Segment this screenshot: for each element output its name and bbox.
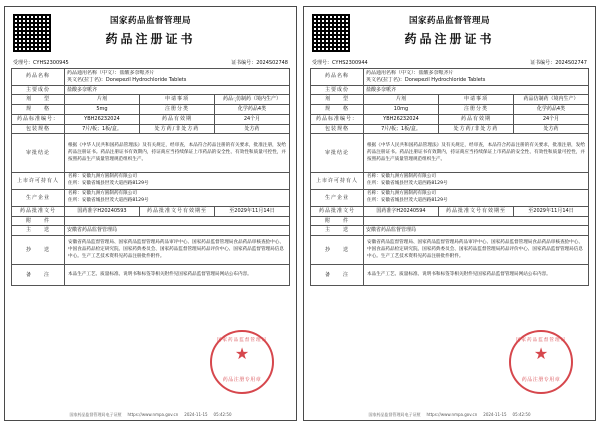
certificate-number: 证书编号：2024S02747 xyxy=(530,60,587,66)
footer-date: 2024-11-15 xyxy=(483,412,507,417)
table-row-drug-name xyxy=(12,69,290,86)
label-registration-class: 注册分类 xyxy=(140,105,215,115)
label-mah: 上市许可持有人 xyxy=(311,173,364,190)
certificate-card-2 xyxy=(303,6,596,421)
seal-arc-text: 国家药品监督管理局 xyxy=(515,338,567,343)
value-specification: 5mg xyxy=(65,105,140,115)
label-shelf-life: 药品有效期 xyxy=(140,114,215,124)
label-shelf-life: 药品有效期 xyxy=(439,114,514,124)
label-prescription-type: 处方药/非处方药 xyxy=(140,124,215,134)
acceptance-number: 受理号：CYHS2300945 xyxy=(13,60,69,66)
table-row-remark xyxy=(12,265,290,286)
certificate-footer xyxy=(310,409,589,418)
certificate-table xyxy=(310,68,589,286)
label-prescription-type: 处方药/非处方药 xyxy=(439,124,514,134)
value-manufacturer: 名称：安徽九洲方圆制药有限公司 住所：安徽省城县世茂大道西路8129号 xyxy=(364,190,589,207)
acceptance-number: 受理号：CYHS2300944 xyxy=(312,60,368,66)
document-title: 药品注册证书 xyxy=(404,32,495,46)
value-package: 7片/板；1板/盒。 xyxy=(364,124,439,134)
label-manufacturer: 生产企业 xyxy=(311,190,364,207)
document-title: 药品注册证书 xyxy=(105,32,196,46)
footer-code: 05:42:50 xyxy=(213,412,232,417)
footer-url[interactable]: https://www.nmpa.gov.cn xyxy=(127,412,179,417)
issuing-organization: 国家药品监督管理局 xyxy=(109,16,191,26)
value-approval-validity: 至2029年11月14日 xyxy=(215,206,290,216)
value-application-item: 药品ុ仿制药（境内生产） xyxy=(215,95,290,105)
value-cc: 安徽省药品监督管理局、国家药品监督管理局药品审评中心、国家药品监督管理局食品药品审核查验中心、中国食品药品检定研究院、国家药典委员会、国家药品监督管理局药品评价中心、国家药品监督管理局信息中心。生产工艺技术资料见药品注册批件附件。 xyxy=(364,236,589,265)
label-active-ingredient: 主要成份 xyxy=(311,85,364,95)
table-row-active-ingredient xyxy=(12,85,290,95)
value-drug-name: 药品通用名称（中文）：盐酸多奈哌齐片 英文名(拉丁名)：Donepezil Hydrochloride Tablets xyxy=(364,69,589,86)
value-dosage-form: 片剂 xyxy=(65,95,140,105)
label-specification: 规 格 xyxy=(311,105,364,115)
certificate-meta xyxy=(312,59,587,66)
label-approval-number: 药品批准文号 xyxy=(311,206,364,216)
label-remark: 备 注 xyxy=(311,265,364,286)
value-remark: 本品生产工艺、质量标准、说明书和标签等相关附件见国家药品监督管理局网站公布内容。 xyxy=(364,265,589,286)
label-dosage-form: 剂 型 xyxy=(12,95,65,105)
table-row-attachment xyxy=(12,216,290,226)
table-row-cc xyxy=(12,236,290,265)
footer-label: 国家药品监督管理局电子证照 xyxy=(368,412,421,417)
value-application-item: 药品仿制药（境内生产） xyxy=(514,95,589,105)
label-review-conclusion: 审批结论 xyxy=(12,134,65,173)
certificate-number: 证书编号：2024S02748 xyxy=(231,60,288,66)
value-package: 7片/板；1板/盒。 xyxy=(65,124,140,134)
label-send-to: 主 送 xyxy=(311,226,364,236)
footer-label: 国家药品监督管理局电子证照 xyxy=(69,412,122,417)
label-package: 包装规格 xyxy=(311,124,364,134)
value-attachment xyxy=(65,216,290,226)
certificate-card-1 xyxy=(4,6,297,421)
seal-star-icon: ★ xyxy=(533,344,549,363)
table-row-mah xyxy=(311,173,589,190)
label-dosage-form: 剂 型 xyxy=(311,95,364,105)
value-remark: 本品生产工艺、质量标准、说明书和标签等相关附件见国家药品监督管理局网站公布内容。 xyxy=(65,265,290,286)
table-row-manufacturer xyxy=(12,190,290,207)
footer-code: 05:42:50 xyxy=(512,412,531,417)
table-row-package xyxy=(12,124,290,134)
label-application-item: 申请事项 xyxy=(439,95,514,105)
label-package: 包装规格 xyxy=(12,124,65,134)
value-shelf-life: 24个月 xyxy=(215,114,290,124)
official-seal xyxy=(509,330,573,394)
label-attachment: 附 件 xyxy=(311,216,364,226)
value-send-to: 安徽省药品监督管理局 xyxy=(364,226,589,236)
label-specification: 规 格 xyxy=(12,105,65,115)
value-drug-name: 药品通用名称（中文）：盐酸多奈哌齐片 英文名(拉丁名)：Donepezil Hydrochloride Tablets xyxy=(65,69,290,86)
label-send-to: 主 送 xyxy=(12,226,65,236)
label-approval-validity: 药品批准文号有效期至 xyxy=(140,206,215,216)
label-mah: 上市许可持有人 xyxy=(12,173,65,190)
certificate-footer xyxy=(11,409,290,418)
label-registration-class: 注册分类 xyxy=(439,105,514,115)
value-review-conclusion: 根据《中华人民共和国药品管理法》及有关规定，经审查，本品符合药品注册的有关要求，批准注册，发给药品注册证书。药品注册证书有效期内，持证商应当持续保证上市药品的安全性、有效性和质量可控性，并按照药品生产质量管理规范组织生产。 xyxy=(364,134,589,173)
table-row-send-to xyxy=(12,226,290,236)
table-row-cc xyxy=(311,236,589,265)
label-approval-validity: 药品批准文号有效期至 xyxy=(439,206,514,216)
label-active-ingredient: 主要成份 xyxy=(12,85,65,95)
value-specification: 10mg xyxy=(364,105,439,115)
table-row-standard-number xyxy=(12,114,290,124)
table-row-specification xyxy=(12,105,290,115)
official-seal xyxy=(210,330,274,394)
table-row-standard-number xyxy=(311,114,589,124)
certificate-table xyxy=(11,68,290,286)
value-registration-class: 化学药品4类 xyxy=(215,105,290,115)
table-row-active-ingredient xyxy=(311,85,589,95)
table-row-package xyxy=(311,124,589,134)
table-row-approval-number xyxy=(311,206,589,216)
value-mah: 名称：安徽九洲方圆制药有限公司 住所：安徽省城县世茂大道西路8129号 xyxy=(364,173,589,190)
table-row-send-to xyxy=(311,226,589,236)
table-row-manufacturer xyxy=(311,190,589,207)
table-row-attachment xyxy=(311,216,589,226)
label-cc: 抄 送 xyxy=(12,236,65,265)
title-block xyxy=(58,12,243,47)
label-drug-name: 药品名称 xyxy=(12,69,65,86)
table-row-drug-name xyxy=(311,69,589,86)
seal-arc-text: 国家药品监督管理局 xyxy=(216,338,268,343)
value-standard-number: YBH26232024 xyxy=(364,114,439,124)
label-application-item: 申请事项 xyxy=(140,95,215,105)
label-standard-number: 药品标准编号： xyxy=(311,114,364,124)
label-drug-name: 药品名称 xyxy=(311,69,364,86)
value-approval-validity: 至2029年11月14日 xyxy=(514,206,589,216)
certificate-header xyxy=(310,12,589,54)
value-dosage-form: 片剂 xyxy=(364,95,439,105)
footer-url[interactable]: https://www.nmpa.gov.cn xyxy=(426,412,478,417)
title-block xyxy=(357,12,542,47)
value-prescription-type: 处方药 xyxy=(514,124,589,134)
certificate-header xyxy=(11,12,290,54)
label-remark: 备 注 xyxy=(12,265,65,286)
value-registration-class: 化学药品4类 xyxy=(514,105,589,115)
seal-star-icon: ★ xyxy=(234,344,250,363)
label-attachment: 附 件 xyxy=(12,216,65,226)
value-active-ingredient: 盐酸多奈哌齐 xyxy=(364,85,589,95)
table-row-specification xyxy=(311,105,589,115)
value-shelf-life: 24个月 xyxy=(514,114,589,124)
table-row-dosage-form xyxy=(311,95,589,105)
table-row-review-conclusion xyxy=(12,134,290,173)
table-row-mah xyxy=(12,173,290,190)
label-cc: 抄 送 xyxy=(311,236,364,265)
label-approval-number: 药品批准文号 xyxy=(12,206,65,216)
table-row-remark xyxy=(311,265,589,286)
value-manufacturer: 名称：安徽九洲方圆制药有限公司 住所：安徽省城县世茂大道西路8129号 xyxy=(65,190,290,207)
value-cc: 安徽省药品监督管理局、国家药品监督管理局药品审评中心、国家药品监督管理局食品药品审核查验中心、中国食品药品检定研究院、国家药典委员会、国家药品监督管理局药品评价中心、国家药品监督管理局信息中心。生产工艺技术资料见药品注册批件附件。 xyxy=(65,236,290,265)
value-approval-number: 国药准字H20240594 xyxy=(364,206,439,216)
value-attachment xyxy=(364,216,589,226)
value-active-ingredient: 盐酸多奈哌齐 xyxy=(65,85,290,95)
table-row-approval-number xyxy=(12,206,290,216)
label-manufacturer: 生产企业 xyxy=(12,190,65,207)
qr-code-icon[interactable] xyxy=(11,12,53,54)
certificate-meta xyxy=(13,59,288,66)
value-standard-number: YBH26232024 xyxy=(65,114,140,124)
value-review-conclusion: 根据《中华人民共和国药品管理法》及有关规定，经审查，本品符合药品注册的有关要求，批准注册，发给药品注册证书。药品注册证书有效期内，持证商应当持续保证上市药品的安全性、有效性和质量可控性，并按照药品生产质量管理规范组织生产。 xyxy=(65,134,290,173)
seal-bottom-text: 药品注册专用章 xyxy=(521,377,561,383)
table-row-review-conclusion xyxy=(311,134,589,173)
qr-code-icon[interactable] xyxy=(310,12,352,54)
footer-date: 2024-11-15 xyxy=(184,412,208,417)
value-send-to: 安徽省药品监督管理局 xyxy=(65,226,290,236)
value-approval-number: 国药准字H20240593 xyxy=(65,206,140,216)
table-row-dosage-form xyxy=(12,95,290,105)
seal-bottom-text: 药品注册专用章 xyxy=(222,377,262,383)
value-mah: 名称：安徽九洲方圆制药有限公司 住所：安徽省城县世茂大道西路8129号 xyxy=(65,173,290,190)
label-review-conclusion: 审批结论 xyxy=(311,134,364,173)
label-standard-number: 药品标准编号： xyxy=(12,114,65,124)
issuing-organization: 国家药品监督管理局 xyxy=(408,16,490,26)
value-prescription-type: 处方药 xyxy=(215,124,290,134)
